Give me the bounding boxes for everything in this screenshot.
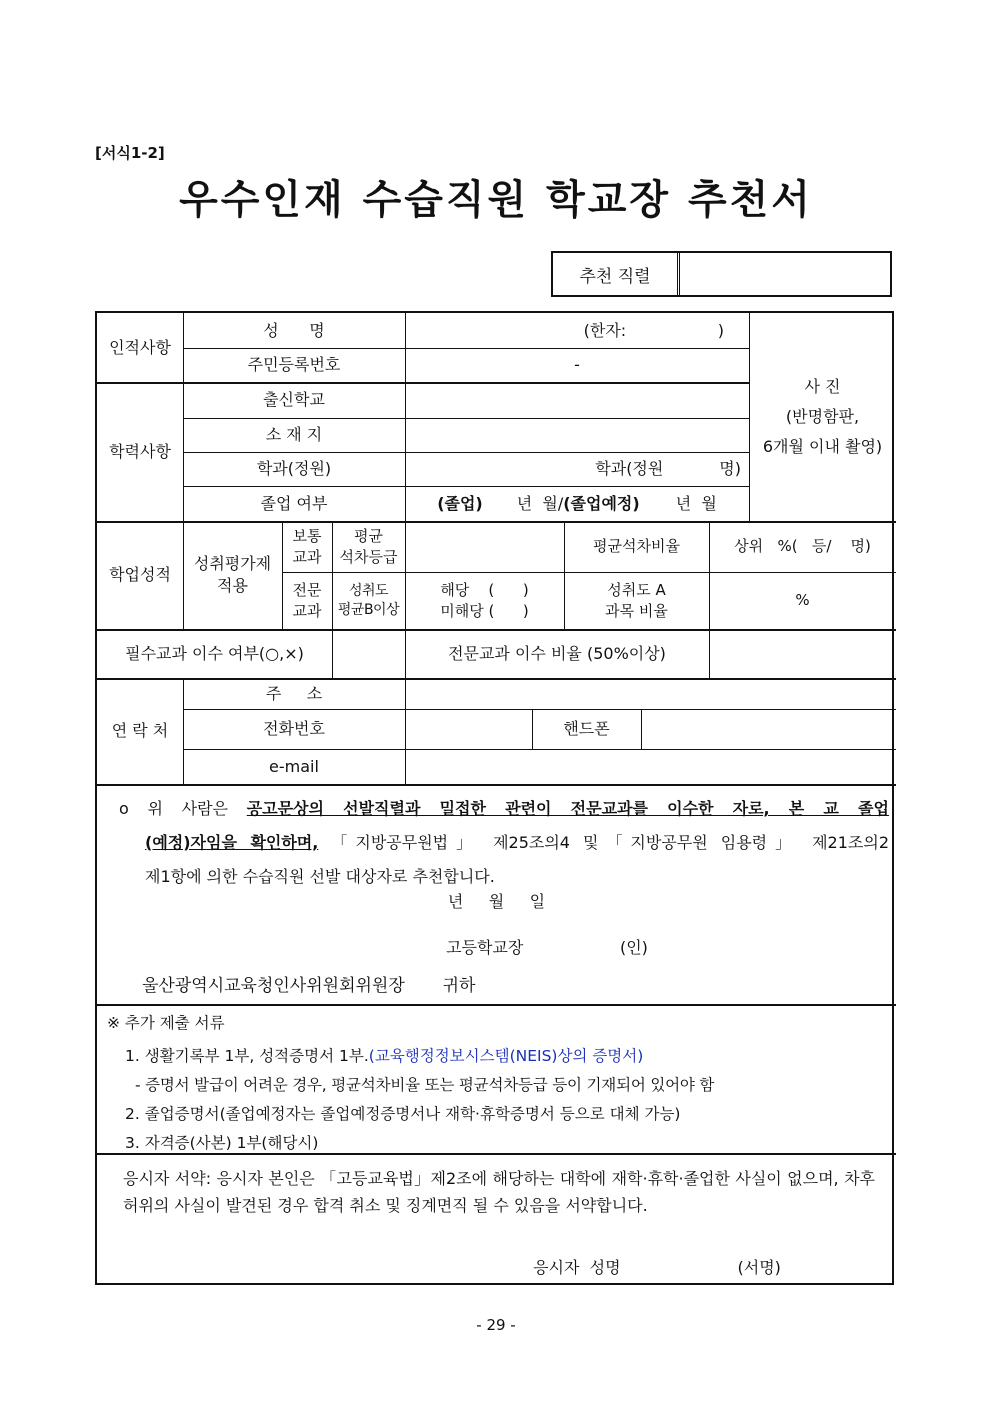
section-grades: 학업성적 xyxy=(109,565,171,585)
principal-signature[interactable]: 고등학교장 (인) xyxy=(446,938,648,958)
recommendation-statement xyxy=(119,792,889,894)
school-field[interactable] xyxy=(405,382,749,418)
avg-grade-field[interactable] xyxy=(405,521,564,572)
rank-field[interactable]: 상위 %( 등/ 명) xyxy=(734,537,871,556)
documents-heading: ※ 추가 제출 서류 xyxy=(107,1014,225,1032)
photo-size-note: (반명함판, xyxy=(785,407,860,426)
special-ratio-field[interactable] xyxy=(709,629,896,678)
avg-grade-label: 평균 석차등급 xyxy=(339,527,398,566)
page-number: - 29 - xyxy=(476,1316,516,1334)
location-field[interactable] xyxy=(405,418,749,452)
statement-emphasis: 공고문상의 선발직렬과 밀접한 관련이 전문교과를 이수한 자로, 본 교 졸업 xyxy=(246,799,889,818)
phone-label: 전화번호 xyxy=(263,719,325,739)
statement-text: 위 사람은 xyxy=(147,799,228,818)
bullet: o xyxy=(119,799,129,818)
page-title: 우수인재 수습직원 학교장 추천서 xyxy=(179,177,813,223)
document-item-2: 2. 졸업증명서(졸업예정자는 졸업예정증명서나 재학·휴학증명서 등으로 대체 가능) xyxy=(125,1105,681,1123)
mobile-label: 핸드폰 xyxy=(563,719,610,739)
special-ratio-label: 전문교과 이수 비율 (50%이상) xyxy=(448,643,666,663)
photo-date-note: 6개월 이내 촬영) xyxy=(762,437,883,456)
dept-field[interactable]: 학과(정원 명) xyxy=(595,459,741,479)
document-item-1 xyxy=(107,1042,887,1071)
required-subject-field[interactable] xyxy=(332,629,405,678)
grad-option-graduated: (졸업) xyxy=(437,493,483,513)
address-label: 주 소 xyxy=(265,683,323,703)
applicant-pledge: 응시자 서약: 응시자 본인은 「고등교육법」제2조에 해당하는 대학에 재학·휴학·졸업한 사실이 없으며, 차후 허위의 사실이 발견된 경우 합격 취소 및 징계면직 될 수 있음을 서약합니다. xyxy=(123,1169,875,1215)
section-contact: 연 락 처 xyxy=(111,721,169,741)
email-field[interactable] xyxy=(405,749,896,784)
applicable-field[interactable]: 해당 ( ) 미해당 ( ) xyxy=(440,581,529,620)
grad-option-expected: (졸업예정) xyxy=(563,493,640,513)
statement-closing: 제1항에 의한 수습직원 선발 대상자로 추천합니다. xyxy=(145,867,495,886)
section-personal: 인적사항 xyxy=(109,337,171,357)
statement-date[interactable]: 년 월 일 xyxy=(447,892,546,912)
addressee: 울산광역시교육청인사위원회위원장 귀하 xyxy=(142,976,476,996)
recommend-position-box xyxy=(551,251,892,297)
additional-documents xyxy=(107,1009,887,1158)
general-subject-label: 보통 교과 xyxy=(292,527,322,566)
document-item-1-text: 1. 생활기록부 1부, 성적증명서 1부. xyxy=(125,1047,369,1065)
achieve-ratio-field[interactable]: % xyxy=(795,591,810,610)
name-label: 성 명 xyxy=(263,320,325,340)
eval-label: 성취평가제 적용 xyxy=(193,554,272,595)
rrn-field[interactable]: - xyxy=(574,355,580,375)
section-education: 학력사항 xyxy=(109,441,171,461)
achieve-ratio-label: 성취도 A 과목 비율 xyxy=(605,581,668,620)
statement-emphasis-2: (예정)자임을 확인하며, xyxy=(145,833,319,852)
photo-area[interactable] xyxy=(749,313,896,521)
avg-ratio-label: 평균석차비율 xyxy=(593,537,680,556)
recommendation-form xyxy=(95,311,894,1285)
grad-date-a: 년 월/ xyxy=(516,493,564,513)
statement-law-ref: 「지방공무원법」 제25조의4 및「지방공무원 임용령」 제21조의2 xyxy=(331,833,889,852)
photo-label: 사 진 xyxy=(804,377,841,396)
phone-field[interactable] xyxy=(405,709,532,749)
location-label: 소 재 지 xyxy=(265,425,323,445)
grad-label: 졸업 여부 xyxy=(260,493,328,513)
neis-note: (교육행정정보시스템(NEIS)상의 증명서) xyxy=(368,1047,644,1065)
special-subject-label: 전문 교과 xyxy=(292,581,322,620)
rrn-label: 주민등록번호 xyxy=(247,355,341,375)
recommend-position-field[interactable] xyxy=(683,253,890,295)
address-field[interactable] xyxy=(405,678,896,709)
document-item-1-note: - 증명서 발급이 어려운 경우, 평균석차비율 또는 평균석차등급 등이 기재되어 있어야 함 xyxy=(135,1076,715,1094)
name-field[interactable]: (한자: ) xyxy=(583,320,724,340)
grad-date-b: 년 월 xyxy=(675,493,717,513)
form-code: [서식1-2] xyxy=(95,144,165,162)
dept-label: 학과(정원) xyxy=(256,459,332,479)
document-item-3: 3. 자격증(사본) 1부(해당시) xyxy=(125,1134,319,1152)
grad-field[interactable] xyxy=(405,486,749,521)
school-label: 출신학교 xyxy=(263,390,325,410)
achieve-label: 성취도 평균B이상 xyxy=(337,582,400,618)
applicant-signature[interactable]: 응시자 성명 (서명) xyxy=(533,1258,781,1278)
mobile-field[interactable] xyxy=(641,709,896,749)
required-subject-label: 필수교과 이수 여부(○,×) xyxy=(125,643,304,663)
recommend-position-label: 추천 직렬 xyxy=(553,253,680,295)
email-label: e-mail xyxy=(269,756,319,776)
